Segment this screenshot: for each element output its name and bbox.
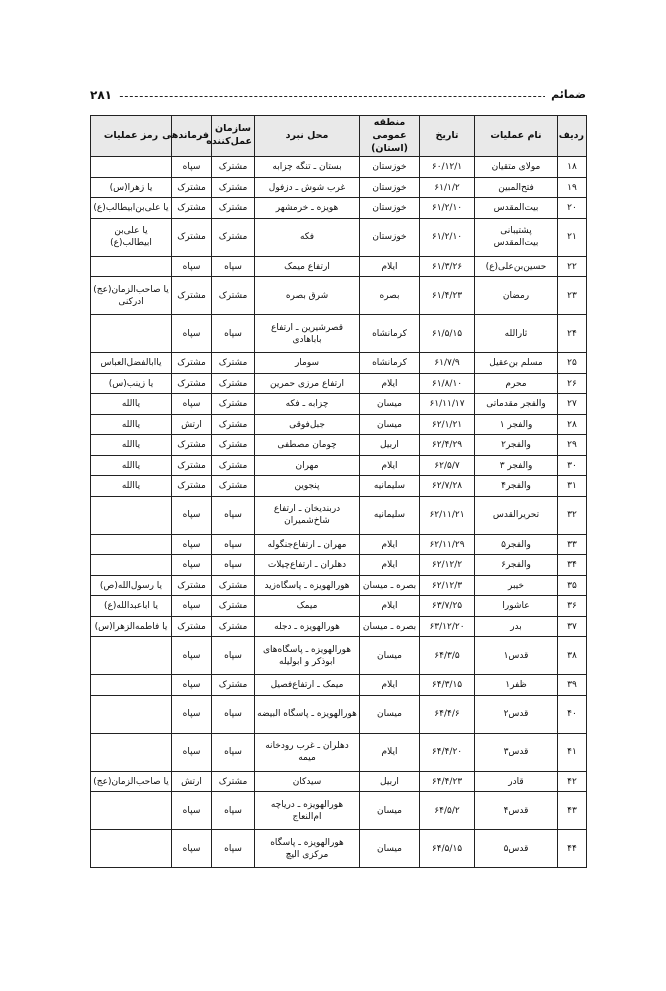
page-header — [90, 88, 586, 108]
table-cell: بصره ـ میسان — [360, 575, 420, 596]
table-cell: مشترک — [172, 177, 212, 198]
table-cell: میسان — [360, 695, 420, 733]
table-cell: جبل‌فوقی — [255, 414, 360, 435]
table-cell: ۶۱/۴/۲۳ — [420, 277, 475, 315]
table-cell: سپاه — [212, 637, 255, 675]
table-row — [91, 830, 587, 868]
table-cell: مشترک — [212, 771, 255, 792]
table-cell: سپاه — [212, 315, 255, 353]
table-cell: والفجر۶ — [475, 555, 558, 576]
table-cell: ۴۰ — [558, 695, 587, 733]
table-cell: سپاه — [172, 555, 212, 576]
table-row — [91, 373, 587, 394]
table-row — [91, 637, 587, 675]
table-header-row — [91, 116, 587, 157]
table-cell: مشترک — [212, 435, 255, 456]
table-cell: ۲۳ — [558, 277, 587, 315]
table-cell: مهران — [255, 455, 360, 476]
table-cell: ۶۴/۵/۲ — [420, 792, 475, 830]
table-row — [91, 616, 587, 637]
table-row — [91, 277, 587, 315]
table-cell: خیبر — [475, 575, 558, 596]
table-cell: عاشورا — [475, 596, 558, 617]
table-cell: ۶۱/۱۱/۱۷ — [420, 394, 475, 415]
table-cell: قدس۵ — [475, 830, 558, 868]
table-cell: چزابه ـ فکه — [255, 394, 360, 415]
table-cell: یا صاحب‌الزمان(عج) ادرکنی — [91, 277, 172, 315]
table-cell: یاابالفضل‌العباس — [91, 353, 172, 374]
table-row — [91, 555, 587, 576]
table-cell: مشترک — [212, 277, 255, 315]
table-cell: ۶۴/۳/۵ — [420, 637, 475, 675]
table-cell: تحریرالقدس — [475, 496, 558, 534]
table-cell: قصرشیرین ـ ارتفاع باباهادی — [255, 315, 360, 353]
table-cell: فکه — [255, 218, 360, 256]
table-cell: مهران ـ ارتفاع‌جنگوله — [255, 534, 360, 555]
table-cell: هورالهویزه ـ پاسگاه مرکزی الیچ — [255, 830, 360, 868]
table-cell: هورالهویزه ـ دجله — [255, 616, 360, 637]
table-body — [91, 157, 587, 868]
table-cell: قدس۴ — [475, 792, 558, 830]
table-cell: یاالله — [91, 394, 172, 415]
table-cell: یاالله — [91, 455, 172, 476]
table-cell: قادر — [475, 771, 558, 792]
table-cell: مشترک — [172, 353, 212, 374]
table-row — [91, 218, 587, 256]
table-cell — [91, 792, 172, 830]
table-row — [91, 476, 587, 497]
table-cell: ایلام — [360, 675, 420, 696]
table-cell: پنجوین — [255, 476, 360, 497]
table-cell: ۲۴ — [558, 315, 587, 353]
table-cell: کرمانشاه — [360, 315, 420, 353]
table-cell: مشترک — [172, 476, 212, 497]
table-cell: ۶۴/۳/۱۵ — [420, 675, 475, 696]
table-cell: یا فاطمه‌الزهرا(س) — [91, 616, 172, 637]
table-cell: چومان مصطفی — [255, 435, 360, 456]
table-cell — [91, 695, 172, 733]
table-cell: مشترک — [172, 218, 212, 256]
table-cell: ۴۴ — [558, 830, 587, 868]
table-cell: خوزستان — [360, 198, 420, 219]
table-row — [91, 575, 587, 596]
table-cell: سپاه — [172, 256, 212, 277]
table-cell: ایلام — [360, 256, 420, 277]
table-row — [91, 256, 587, 277]
table-cell: ۲۸ — [558, 414, 587, 435]
table-cell: ۶۲/۴/۲۹ — [420, 435, 475, 456]
table-cell: یاالله — [91, 476, 172, 497]
table-cell: ارتش — [172, 771, 212, 792]
table-cell: بیت‌المقدس — [475, 198, 558, 219]
table-cell: ۲۹ — [558, 435, 587, 456]
table-row — [91, 177, 587, 198]
operations-table — [90, 115, 587, 868]
table-cell: والفجر۲ — [475, 435, 558, 456]
table-cell: سپاه — [172, 394, 212, 415]
table-cell: اربیل — [360, 435, 420, 456]
table-cell: یاالله — [91, 435, 172, 456]
table-cell: حسین‌بن‌علی(ع) — [475, 256, 558, 277]
table-row — [91, 534, 587, 555]
table-cell: مشترک — [212, 616, 255, 637]
table-cell: ۶۴/۴/۲۰ — [420, 733, 475, 771]
table-cell: مولای متقیان — [475, 157, 558, 178]
table-cell: ۶۲/۱/۲۱ — [420, 414, 475, 435]
page-title: ضمائم — [545, 88, 586, 101]
table-cell: سپاه — [172, 733, 212, 771]
table-cell: اربیل — [360, 771, 420, 792]
table-cell: مشترک — [212, 198, 255, 219]
table-cell: مشترک — [212, 177, 255, 198]
table-cell: مشترک — [212, 414, 255, 435]
table-row — [91, 455, 587, 476]
table-cell: قدس۲ — [475, 695, 558, 733]
table-cell: یا زینب(س) — [91, 373, 172, 394]
column-header: تاریخ — [420, 116, 475, 157]
table-cell: ۲۷ — [558, 394, 587, 415]
table-cell: ۶۲/۱۱/۲۹ — [420, 534, 475, 555]
table-cell: یا رسول‌الله(ص) — [91, 575, 172, 596]
table-cell: مشترک — [212, 675, 255, 696]
table-cell: ایلام — [360, 555, 420, 576]
table-cell: سپاه — [212, 555, 255, 576]
table-cell: ۶۲/۱۲/۲ — [420, 555, 475, 576]
table-cell: میسان — [360, 792, 420, 830]
table-cell — [91, 157, 172, 178]
table-cell: بستان ـ تنگه چزابه — [255, 157, 360, 178]
column-header: نام عملیات — [475, 116, 558, 157]
column-header: سازمان عمل‌کننده — [212, 116, 255, 157]
table-cell: سپاه — [172, 695, 212, 733]
table-cell — [91, 256, 172, 277]
table-cell — [91, 830, 172, 868]
table-cell: مشترک — [212, 157, 255, 178]
table-cell: مشترک — [172, 455, 212, 476]
table-cell: مشترک — [212, 353, 255, 374]
table-cell: سپاه — [172, 792, 212, 830]
table-cell: ۴۳ — [558, 792, 587, 830]
table-cell: ۶۲/۵/۷ — [420, 455, 475, 476]
table-cell: میسان — [360, 637, 420, 675]
table-cell: ۶۱/۱/۲ — [420, 177, 475, 198]
table-cell: ۲۱ — [558, 218, 587, 256]
table-cell: کرمانشاه — [360, 353, 420, 374]
table-cell: ۶۱/۲/۱۰ — [420, 198, 475, 219]
table-cell: مشترک — [212, 218, 255, 256]
table-cell: مشترک — [212, 455, 255, 476]
table-cell: ایلام — [360, 373, 420, 394]
table-cell: سپاه — [212, 695, 255, 733]
table-cell: سپاه — [212, 534, 255, 555]
table-cell: پشتیبانی بیت‌المقدس — [475, 218, 558, 256]
table-cell: ثارالله — [475, 315, 558, 353]
table-cell: ارتفاع مرزی حمرین — [255, 373, 360, 394]
table-cell: ۴۱ — [558, 733, 587, 771]
table-row — [91, 792, 587, 830]
table-cell: ایلام — [360, 534, 420, 555]
table-cell: ۳۵ — [558, 575, 587, 596]
table-cell: سپاه — [172, 534, 212, 555]
table-cell: سپاه — [172, 496, 212, 534]
table-cell: بدر — [475, 616, 558, 637]
table-cell: ۶۴/۵/۱۵ — [420, 830, 475, 868]
table-cell: سپاه — [172, 157, 212, 178]
table-cell: مشترک — [172, 435, 212, 456]
table-cell: دهلران ـ غرب رودخانه میمه — [255, 733, 360, 771]
table-cell: ۱۹ — [558, 177, 587, 198]
table-row — [91, 394, 587, 415]
table-cell: سیدکان — [255, 771, 360, 792]
table-cell: مشترک — [172, 198, 212, 219]
table-cell: ۳۴ — [558, 555, 587, 576]
table-cell: میسان — [360, 414, 420, 435]
table-cell: مسلم بن‌عقیل — [475, 353, 558, 374]
table-cell: مشترک — [212, 596, 255, 617]
table-cell: رمضان — [475, 277, 558, 315]
table-cell: والفجر ۳ — [475, 455, 558, 476]
table-cell — [91, 496, 172, 534]
table-cell — [91, 534, 172, 555]
table-cell — [91, 637, 172, 675]
table-cell: میسان — [360, 394, 420, 415]
table-cell: ۳۸ — [558, 637, 587, 675]
column-header: منطقه عمومی (استان) — [360, 116, 420, 157]
table-cell: یا اباعبدالله(ع) — [91, 596, 172, 617]
table-cell: ۳۶ — [558, 596, 587, 617]
table-cell: سلیمانیه — [360, 476, 420, 497]
table-cell: مشترک — [212, 575, 255, 596]
table-cell: خوزستان — [360, 157, 420, 178]
table-cell: قدس۱ — [475, 637, 558, 675]
table-cell: یاالله — [91, 414, 172, 435]
table-row — [91, 496, 587, 534]
table-cell: مشترک — [172, 373, 212, 394]
table-cell: هورالهویزه ـ پاسگاه‌زید — [255, 575, 360, 596]
table-cell: ۳۱ — [558, 476, 587, 497]
table-cell: سپاه — [212, 792, 255, 830]
table-row — [91, 353, 587, 374]
table-cell: دهلران ـ ارتفاع‌چیلات — [255, 555, 360, 576]
table-cell: سپاه — [172, 830, 212, 868]
table-cell: ایلام — [360, 733, 420, 771]
table-cell: ۶۳/۷/۲۵ — [420, 596, 475, 617]
table-cell: میسان — [360, 830, 420, 868]
table-cell: محرم — [475, 373, 558, 394]
table-cell: ۲۲ — [558, 256, 587, 277]
table-cell: ۳۹ — [558, 675, 587, 696]
table-cell: ۶۲/۷/۲۸ — [420, 476, 475, 497]
table-cell: غرب شوش ـ دزفول — [255, 177, 360, 198]
table-cell: قدس۳ — [475, 733, 558, 771]
table-cell: ۶۴/۴/۶ — [420, 695, 475, 733]
table-cell: سپاه — [172, 637, 212, 675]
table-cell: سپاه — [212, 733, 255, 771]
table-cell: سومار — [255, 353, 360, 374]
table-cell: بصره ـ میسان — [360, 616, 420, 637]
table-cell: ۶۴/۴/۲۳ — [420, 771, 475, 792]
table-cell: ۲۵ — [558, 353, 587, 374]
table-cell: ۳۷ — [558, 616, 587, 637]
table-cell: ۲۰ — [558, 198, 587, 219]
column-header: محل نبرد — [255, 116, 360, 157]
table-row — [91, 198, 587, 219]
header-rule — [90, 96, 586, 97]
table-cell: ۶۱/۲/۱۰ — [420, 218, 475, 256]
table-cell: ۶۱/۸/۱۰ — [420, 373, 475, 394]
table-cell: ۲۶ — [558, 373, 587, 394]
table-row — [91, 675, 587, 696]
table-cell: هورالهویزه ـ پاسگاه البیضه — [255, 695, 360, 733]
table-cell: سپاه — [212, 256, 255, 277]
table-cell: ۶۰/۱۲/۱ — [420, 157, 475, 178]
table-cell: خوزستان — [360, 177, 420, 198]
table-cell: سپاه — [212, 830, 255, 868]
table-cell: مشترک — [172, 616, 212, 637]
table-cell: والفجر۵ — [475, 534, 558, 555]
table-cell: مشترک — [212, 394, 255, 415]
table-row — [91, 596, 587, 617]
table-cell: سلیمانیه — [360, 496, 420, 534]
table-cell: ایلام — [360, 455, 420, 476]
table-cell: سپاه — [172, 675, 212, 696]
table-cell: ۳۳ — [558, 534, 587, 555]
table-cell: ۶۱/۳/۲۶ — [420, 256, 475, 277]
table-cell: ۶۱/۵/۱۵ — [420, 315, 475, 353]
table-cell: والفجر مقدماتی — [475, 394, 558, 415]
column-header: ردیف — [558, 116, 587, 157]
table-row — [91, 771, 587, 792]
table-cell — [91, 675, 172, 696]
table-cell — [91, 733, 172, 771]
table-cell: هورالهویزه ـ پاسگاه‌های ابوذکر و ابولیله — [255, 637, 360, 675]
table-cell: مشترک — [172, 575, 212, 596]
table-cell: یا علی‌بن‌ابیطالب(ع) — [91, 198, 172, 219]
table-cell: یا علی‌بن ابیطالب(ع) — [91, 218, 172, 256]
table-cell: مشترک — [172, 277, 212, 315]
table-row — [91, 695, 587, 733]
table-cell: والفجر۴ — [475, 476, 558, 497]
table-cell: ۳۲ — [558, 496, 587, 534]
table-cell: ایلام — [360, 596, 420, 617]
table-cell — [91, 555, 172, 576]
table-row — [91, 435, 587, 456]
page-number: ۲۸۱ — [90, 88, 118, 102]
table-row — [91, 414, 587, 435]
table-cell: یا زهرا(س) — [91, 177, 172, 198]
table-cell: دربندیخان ـ ارتفاع شاخ‌شمیران — [255, 496, 360, 534]
table-cell: ارتفاع میمک — [255, 256, 360, 277]
table-cell: ۴۲ — [558, 771, 587, 792]
table-row — [91, 157, 587, 178]
table-cell: ۶۲/۱۲/۳ — [420, 575, 475, 596]
table-cell: مشترک — [212, 476, 255, 497]
table-row — [91, 315, 587, 353]
table-cell: ۶۳/۱۲/۲۰ — [420, 616, 475, 637]
table-row — [91, 733, 587, 771]
table-cell — [91, 315, 172, 353]
table-cell: شرق بصره — [255, 277, 360, 315]
table-cell: والفجر ۱ — [475, 414, 558, 435]
table-cell: هورالهویزه ـ دریاچه ام‌النعاج — [255, 792, 360, 830]
column-header: رمز عملیات — [91, 116, 172, 157]
table-cell: سپاه — [172, 315, 212, 353]
table-cell: بصره — [360, 277, 420, 315]
table-cell: هویزه ـ خرمشهر — [255, 198, 360, 219]
table-cell: ۶۱/۷/۹ — [420, 353, 475, 374]
column-header: فرماندهی — [172, 116, 212, 157]
table-cell: میمک — [255, 596, 360, 617]
table-cell: ۳۰ — [558, 455, 587, 476]
table-cell: خوزستان — [360, 218, 420, 256]
table-cell: فتح‌المبین — [475, 177, 558, 198]
table-cell: ارتش — [172, 414, 212, 435]
table-cell: ظفر۱ — [475, 675, 558, 696]
table-cell: مشترک — [212, 373, 255, 394]
table-cell: ۶۲/۱۱/۲۱ — [420, 496, 475, 534]
table-cell: یا صاحب‌الزمان(عج) — [91, 771, 172, 792]
table-cell: سپاه — [212, 496, 255, 534]
table-cell: ۱۸ — [558, 157, 587, 178]
table-cell: میمک ـ ارتفاع‌فصیل — [255, 675, 360, 696]
table-cell: سپاه — [172, 596, 212, 617]
